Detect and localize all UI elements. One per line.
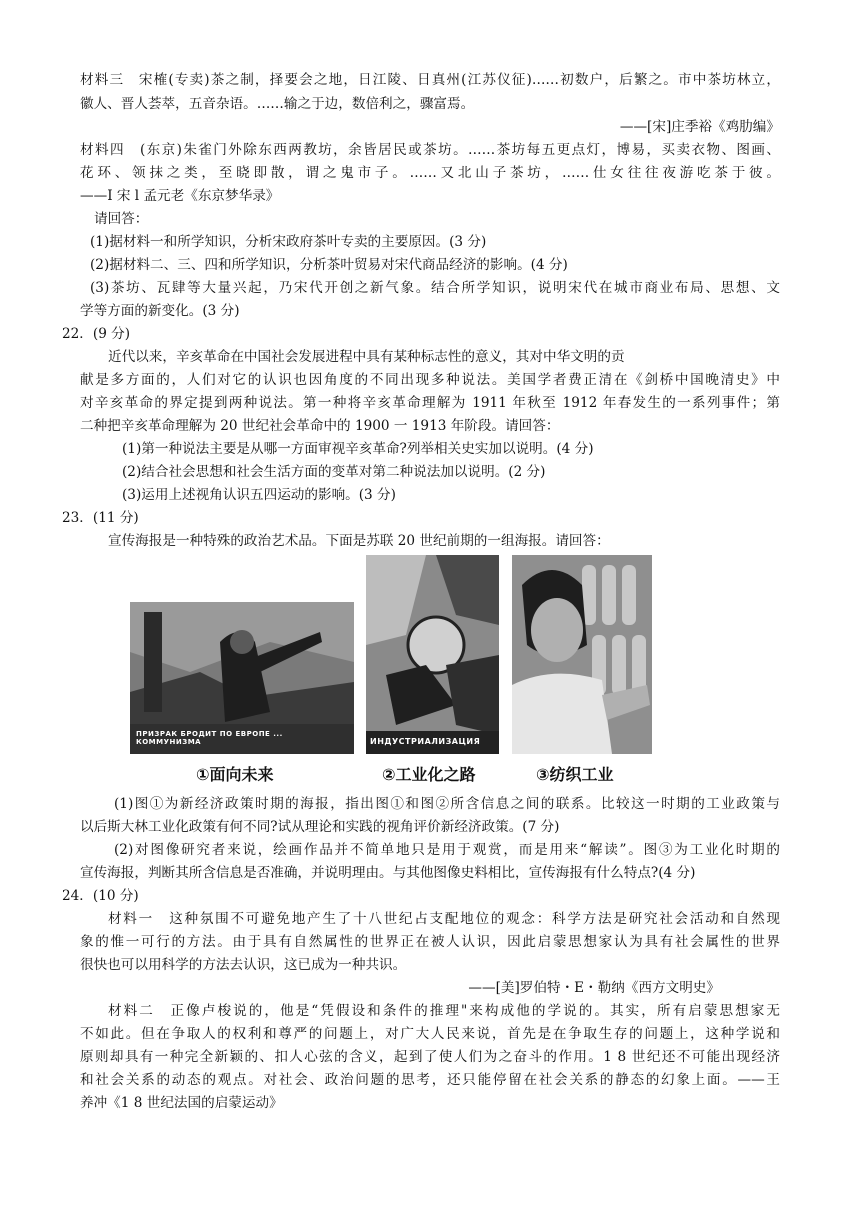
q21-question-2: (2)据材料二、三、四和所学知识，分析茶叶贸易对宋代商品经济的影响。(4 分) [90,257,568,273]
q24-material1-line2: 象的惟一可行的方法。由于具有自然属性的世界正在被人认识，因此启蒙思想家认为具有社会属性的世界 [80,934,780,950]
q21-material3-source: ——[宋]庄季裕《鸡肋编》 [619,119,780,135]
poster-2-caption: ②工业化之路 [382,765,476,784]
poster-1-caption: ①面向未来 [196,765,274,784]
q23-question-2-line1: (2)对图像研究者来说，绘画作品并不简单地只是用于观赏，而是用来“解读”。图③为工业化时期的 [114,842,780,858]
q22-question-3: (3)运用上述视角认识五四运动的影响。(3 分) [122,487,396,503]
q22-para-line4: 二种把辛亥革命理解为 20 世纪社会革命中的 1900 一 1913 年阶段。请回答： [80,418,560,434]
q24-material1-line1: 材料一 这种氛围不可避免地产生了十八世纪占支配地位的观念：科学方法是研究社会活动和自然现 [108,911,780,927]
q22-para-line3: 对辛亥革命的界定提到两种说法。第一种将辛亥革命理解为 1911 年秋至 1912 年春发生的一系列事件；第 [80,395,780,411]
q24-header: 24．(10 分) [62,888,139,904]
poster-2-art [366,555,499,754]
poster-3-caption: ③纺织工业 [536,765,614,784]
q22-para-line2: 献是多方面的，人们对它的认识也因角度的不同出现多种说法。美国学者费正清在《剑桥中国晚清史》中 [80,372,780,388]
q21-question-3-line1: (3)茶坊、瓦肆等大量兴起，乃宋代开创之新气象。结合所学知识，说明宋代在城市商业布局、思想、文 [90,280,780,296]
q21-question-1: (1)据材料一和所学知识，分析宋政府茶叶专卖的主要原因。(3 分) [90,234,487,250]
q22-question-1: (1)第一种说法主要是从哪一方面审视辛亥革命?列举相关史实加以说明。(4 分) [122,441,594,457]
q24-material2-line2: 不如此。但在争取人的权利和尊严的问题上，对广大人民来说，首先是在争取生存的问题上，这种学说和 [80,1026,780,1042]
q21-material4-line1: 材料四 (东京)朱雀门外除东西两教坊，余皆居民或茶坊。……茶坊每五更点灯，博易，买卖衣物、图画、 [80,142,780,158]
q22-header: 22．(9 分) [62,326,131,342]
poster-1-banner-text: ПРИЗРАК БРОДИТ ПО ЕВРОПЕ ... КОММУНИЗМА [136,730,283,746]
q21-material3-line1: 材料三 宋榷(专卖)茶之制，择要会之地，日江陵、日真州(江苏仪征)……初数户，后繁之。市中茶坊林立， [80,72,780,88]
q21-question-3-line2: 学等方面的新变化。(3 分) [80,303,240,319]
poster-2-banner-text: ИНДУСТРИАЛИЗАЦИЯ [370,737,481,746]
poster-3-art [512,555,652,754]
q24-material1-line3: 很快也可以用科学的方法去认识，这已成为一种共识。 [80,957,407,973]
q23-header: 23．(11 分) [62,510,139,526]
poster-1-image [130,602,354,754]
q23-intro: 宣传海报是一种特殊的政治艺术品。下面是苏联 20 世纪前期的一组海报。请回答： [108,533,610,549]
q23-question-1-line2: 以后斯大林工业化政策有何不同?试从理论和实践的视角评价新经济政策。(7 分) [80,819,560,835]
q22-question-2: (2)结合社会思想和社会生活方面的变革对第二种说法加以说明。(2 分) [122,464,546,480]
q21-material3-line2: 徽人、晋人荟萃，五音杂语。……输之于边，数倍利之，骤富焉。 [80,96,475,112]
q24-material2-line5: 养冲《1 8 世纪法国的启蒙运动》 [80,1095,283,1111]
q21-prompt: 请回答： [94,211,149,227]
q23-question-1-line1: (1)图①为新经济政策时期的海报，指出图①和图②所含信息之间的联系。比较这一时期的工业政策与 [114,796,780,812]
q21-material4-line2: 花环、领抹之类，至晓即散，谓之鬼市子。……又北山子茶坊，……仕女往往夜游吃茶于彼。 [80,165,780,181]
q24-material2-line1: 材料二 正像卢梭说的，他是“凭假设和条件的推理"来构成他的学说的。其实，所有启蒙思想家无 [108,1003,780,1019]
q23-question-2-line2: 宣传海报，判断其所含信息是否准确，并说明理由。与其他图像史料相比，宣传海报有什么特点?(4 分) [80,865,696,881]
q21-material4-source: ——I 宋 l 孟元老《东京梦华录》 [80,188,280,204]
q24-material2-line3: 原则却具有一种完全新颖的、扣人心弦的含义，起到了使人们为之奋斗的作用。1 8 世纪还不可能出现经济 [80,1049,780,1065]
q24-material2-line4: 和社会关系的动态的观点。对社会、政治问题的思考，还只能停留在社会关系的静态的幻象上面。——王 [80,1072,780,1088]
q24-material1-source: ——[美]罗伯特・E・勒纳《西方文明史》 [468,980,720,996]
poster-3-image [512,555,652,754]
q22-para-line1: 近代以来，辛亥革命在中国社会发展进程中具有某种标志性的意义，其对中华文明的贡 [108,349,625,365]
poster-2-image [366,555,499,754]
